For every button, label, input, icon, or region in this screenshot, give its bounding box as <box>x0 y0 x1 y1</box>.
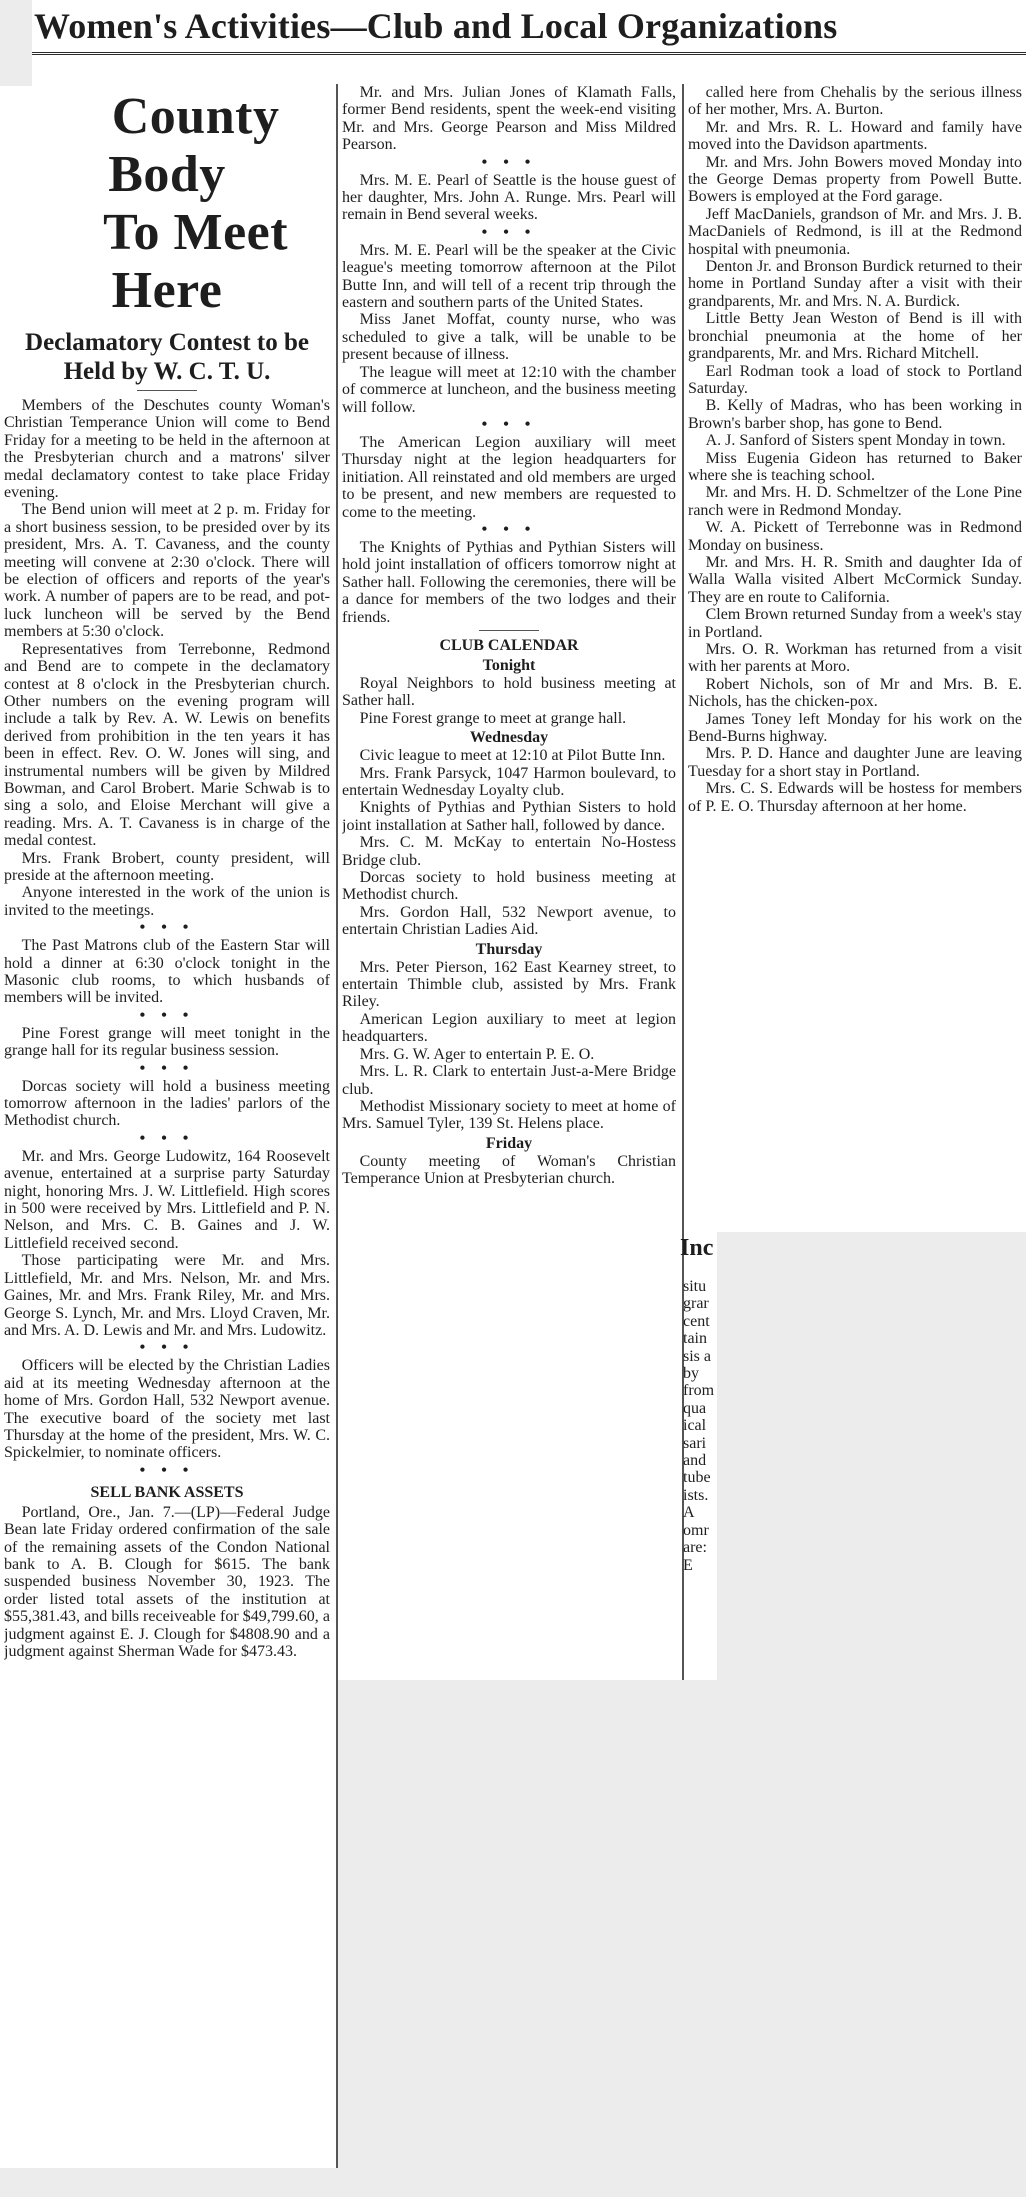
calendar-item: County meeting of Woman's Christian Temperance Union at Presbyterian church. <box>342 1152 676 1188</box>
separator-dots: • • • <box>139 1461 195 1479</box>
separator-dots: • • • <box>139 1339 195 1357</box>
calendar-day: Tonight <box>482 656 536 674</box>
article-paragraph: The Past Matrons club of the Eastern Star will hold a dinner at 6:30 o'clock tonight in the Masonic club rooms, to which husbands of members will be invited. <box>4 937 330 1007</box>
separator-dots: • • • <box>139 1059 195 1077</box>
bottom-margin <box>0 2168 1026 2197</box>
news-item: Mrs. C. S. Edwards will be hostess for members of P. E. O. Thursday afternoon at her home. <box>688 780 1022 815</box>
column-rule <box>336 84 338 2168</box>
fragment-line: A <box>683 1504 695 1522</box>
article-paragraph: Mr. and Mrs. Julian Jones of Klamath Falls, former Bend residents, spent the week-end visiting Mr. and Mrs. George Pearson and Miss Mildred Pearson. <box>342 84 676 154</box>
calendar-heading: CLUB CALENDAR <box>439 636 579 654</box>
article-paragraph: The American Legion auxiliary will meet Thursday night at the legion headquarters for initiation. All reinstated and old members are urged to be present, and new members are requested to come to the meeting. <box>342 433 676 521</box>
news-item: Denton Jr. and Bronson Burdick returned to their home in Portland Sunday after a visit with their grandparents, Mr. and Mrs. N. A. Burdick. <box>688 258 1022 310</box>
separator-dots: • • • <box>481 415 537 433</box>
fragment-line: and <box>683 1452 707 1470</box>
article-paragraph: Representatives from Terrebonne, Redmond and Bend are to compete in the declamatory contest at 8 o'clock in the Presbyterian church. Other numbers on the evening program will include a talk by Rev. A. W. Lewis on benefits derived from prohibition in the ten years it has been in effect. Rev. O. W. Jones will sing, and instrumental numbers will be given by Mildred Bowman, and Carol Brobert. Marie Schwab is to sing a solo, and Eloise Merchant will give a reading. Mrs. A. T. Cavaness is in charge of the medal contest. <box>4 640 330 850</box>
article-paragraph: Dorcas society will hold a business meeting tomorrow afternoon in the ladies' parlors of the Methodist church. <box>4 1077 330 1130</box>
calendar-day: Thursday <box>475 940 543 958</box>
fragment-line: ical <box>683 1417 707 1435</box>
fragment-line: from <box>683 1382 715 1400</box>
news-item: Mr. and Mrs. H. D. Schmeltzer of the Lone Pine ranch were in Redmond Monday. <box>688 484 1022 519</box>
article-paragraph: Mr. and Mrs. George Ludowitz, 164 Roosevelt avenue, entertained at a surprise party Saturday night, honoring Mrs. J. W. Littlefield. High scores in 500 were received by Mrs. Littlefield and P. N. Nelson, and Mrs. C. B. Gaines and J. W. Littlefield received second. <box>4 1147 330 1252</box>
calendar-item: Royal Neighbors to hold business meeting at Sather hall. <box>342 674 676 710</box>
column-2 <box>342 84 676 1678</box>
news-item: Mr. and Mrs. R. L. Howard and family have moved into the Davidson apartments. <box>688 118 1022 154</box>
fragment-line: ists. <box>683 1486 709 1504</box>
headline: To Meet Here <box>103 204 289 319</box>
fragment-line: E <box>683 1556 693 1574</box>
article-paragraph: Anyone interested in the work of the union is invited to the meetings. <box>4 884 330 919</box>
subheadline-line: Held by W. C. T. U. <box>63 358 271 385</box>
fragment-line: cent <box>683 1312 710 1330</box>
separator-dots: • • • <box>481 223 537 241</box>
calendar-item: American Legion auxiliary to meet at legion headquarters. <box>342 1010 676 1046</box>
news-item: Jeff MacDaniels, grandson of Mr. and Mrs. J. B. MacDaniels of Redmond, is ill at the Redmond hospital with pneumonia. <box>688 205 1022 258</box>
section-title: Women's Activities—Club and Local Organizations <box>34 6 838 46</box>
subheadline <box>4 328 330 386</box>
news-item: Earl Rodman took a load of stock to Portland Saturday. <box>688 362 1022 397</box>
fragment-line: sari <box>683 1434 707 1452</box>
news-item: Mrs. O. R. Workman has returned from a visit with her parents at Moro. <box>688 641 1022 676</box>
article-paragraph: Miss Janet Moffat, county nurse, who was scheduled to give a talk, will be unable to be present because of illness. <box>342 311 676 364</box>
subheadline-line: Declamatory Contest to be <box>25 329 309 356</box>
column-1 <box>4 88 330 2164</box>
article-paragraph: Officers will be elected by the Christian Ladies aid at its meeting Wednesday afternoon at the home of Mrs. Gordon Hall, 532 Newport avenue. The executive board of the society met last Thursday at the home of the president, Mrs. W. C. Spickelmier, to nominate officers. <box>4 1357 330 1462</box>
calendar-item: Pine Forest grange to meet at grange hall. <box>359 709 627 727</box>
news-item: called here from Chehalis by the serious illness of her mother, Mrs. A. Burton. <box>688 84 1022 119</box>
calendar-item: Methodist Missionary society to meet at home of Mrs. Samuel Tyler, 139 St. Helens place. <box>342 1097 676 1133</box>
separator-dots: • • • <box>139 1006 195 1024</box>
article-paragraph: Pine Forest grange will meet tonight in the grange hall for its regular business session. <box>4 1024 330 1060</box>
fragment-line: sis a <box>683 1347 711 1365</box>
fragment-line: situ <box>683 1278 707 1295</box>
article-paragraph: Mrs. M. E. Pearl of Seattle is the house guest of her daughter, Mrs. John A. Runge. Mrs. Pearl will remain in Bend several weeks. <box>342 171 676 224</box>
article-paragraph: Those participating were Mr. and Mrs. Littlefield, Mr. and Mrs. Nelson, Mr. and Mrs. Gaines, Mr. and Mrs. Frank Riley, Mr. and Mrs. George S. Lynch, Mr. and Mrs. Lloyd Craven, Mr. and Mrs. A. D. Lewis and Mr. and Mrs. Ludowitz. <box>4 1252 330 1339</box>
calendar-item: Mrs. L. R. Clark to entertain Just-a-Mere Bridge club. <box>342 1063 676 1098</box>
news-item: Little Betty Jean Weston of Bend is ill with bronchial pneumonia at the home of her grandparents, Mr. and Mrs. Richard Mitchell. <box>688 310 1022 363</box>
calendar-item: Mrs. Frank Parsyck, 1047 Harmon boulevard, to entertain Wednesday Loyalty club. <box>342 764 676 799</box>
article-heading: SELL BANK ASSETS <box>90 1483 244 1501</box>
article-paragraph: The Bend union will meet at 2 p. m. Friday for a short business session, to be presided over by its president, Mrs. A. T. Cavaness, and the county meeting will convene at 2:30 o'clock. There will be election of officers and reports of the year's work. A number of papers are to be read, and pot-luck luncheon will be served by the Bend members at 5:30 o'clock. <box>4 501 330 641</box>
cutoff-headline: Inc <box>680 1235 714 1261</box>
calendar-item: Mrs. C. M. McKay to entertain No-Hostess Bridge club. <box>342 834 676 869</box>
fragment-line: omr <box>683 1521 709 1539</box>
calendar-day: Friday <box>485 1134 533 1152</box>
fragment-line: tube <box>683 1469 711 1487</box>
news-item: Clem Brown returned Sunday from a week's stay in Portland. <box>688 606 1022 641</box>
calendar-day: Wednesday <box>469 729 549 747</box>
fragment-line: qua <box>683 1399 707 1417</box>
news-item: Robert Nichols, son of Mr and Mrs. B. E. Nichols, has the chicken-pox. <box>688 675 1022 711</box>
calendar-item: Knights of Pythias and Pythian Sisters to hold joint installation at Sather hall, followed by dance. <box>342 799 676 834</box>
article-paragraph: Mrs. Frank Brobert, county president, will preside at the afternoon meeting. <box>4 849 330 884</box>
section-header <box>32 0 1026 55</box>
article-paragraph: The Knights of Pythias and Pythian Sisters will hold joint installation of officers tomorrow night at Sather hall. Following the ceremonies, there will be a dance for members of the two lodges and their friends. <box>342 538 676 626</box>
calendar-item: Mrs. Peter Pierson, 162 East Kearney street, to entertain Thimble club, assisted by Mrs. Frank Riley. <box>342 958 676 1011</box>
separator-dots: • • • <box>139 1129 195 1147</box>
article-paragraph: The league will meet at 12:10 with the chamber of commerce at luncheon, and the business meeting will follow. <box>342 363 676 416</box>
separator-dots: • • • <box>139 919 195 937</box>
news-item: James Toney left Monday for his work on the Bend-Burns highway. <box>688 710 1022 746</box>
blank-area-right <box>717 1232 1026 1692</box>
calendar-item: Civic league to meet at 12:10 at Pilot Butte Inn. <box>359 747 666 765</box>
news-item: B. Kelly of Madras, who has been working in Brown's barber shop, has gone to Bend. <box>688 397 1022 432</box>
torn-corner <box>0 0 32 86</box>
fragment-line: by <box>683 1365 699 1383</box>
separator-dots: • • • <box>481 520 537 538</box>
article-paragraph: Portland, Ore., Jan. 7.—(LP)—Federal Judge Bean late Friday ordered confirmation of the sale of the remaining assets of the Condon National bank to A. B. Clough for $615. The bank suspended business November 30, 1923. The order listed total assets of the institution at $55,381.43, and bills receiveable for $49,799.60, a judgment against E. J. Clough for $4808.90 and a judgment against Sherman Wade for $473.43. <box>4 1503 330 1660</box>
fragment-line: grar <box>683 1295 709 1313</box>
calendar-item: Mrs. Gordon Hall, 532 Newport avenue, to entertain Christian Ladies Aid. <box>342 903 676 939</box>
fragment-line: are: <box>683 1539 707 1557</box>
fragment-line: tain <box>683 1330 707 1348</box>
article-paragraph: Mrs. M. E. Pearl will be the speaker at the Civic league's meeting tomorrow afternoon at the Pilot Butte Inn, and will tell of a recent trip through the eastern and southern parts of the United States. <box>342 241 676 312</box>
blank-area <box>336 1680 1026 2168</box>
column-3 <box>688 84 1022 1230</box>
news-item: Miss Eugenia Gideon has returned to Baker where she is teaching school. <box>688 449 1022 484</box>
cutoff-fragment <box>683 1278 717 1678</box>
divider <box>479 630 539 631</box>
news-item: A. J. Sanford of Sisters spent Monday in town. <box>705 432 1006 450</box>
separator-dots: • • • <box>481 153 537 171</box>
news-item: Mr. and Mrs. H. R. Smith and daughter Ida of Walla Walla visited Albert McCormick Sunday. They are en route to California. <box>688 553 1022 606</box>
headline: County Body <box>108 88 280 203</box>
news-item: W. A. Pickett of Terrebonne was in Redmond Monday on business. <box>688 519 1022 554</box>
article-paragraph: Members of the Deschutes county Woman's Christian Temperance Union will come to Bend Friday for a meeting to be held in the afternoon at the Presbyterian church and a matrons' silver medal declamatory contest to take place Friday evening. <box>4 397 330 502</box>
calendar-item: Mrs. G. W. Ager to entertain P. E. O. <box>359 1045 595 1063</box>
news-item: Mr. and Mrs. John Bowers moved Monday into the George Demas property from Powell Butte. Bowers is employed at the Ford garage. <box>688 153 1022 206</box>
calendar-item: Dorcas society to hold business meeting at Methodist church. <box>342 869 676 904</box>
news-item: Mrs. P. D. Hance and daughter June are leaving Tuesday for a short stay in Portland. <box>688 745 1022 780</box>
divider <box>137 390 197 391</box>
